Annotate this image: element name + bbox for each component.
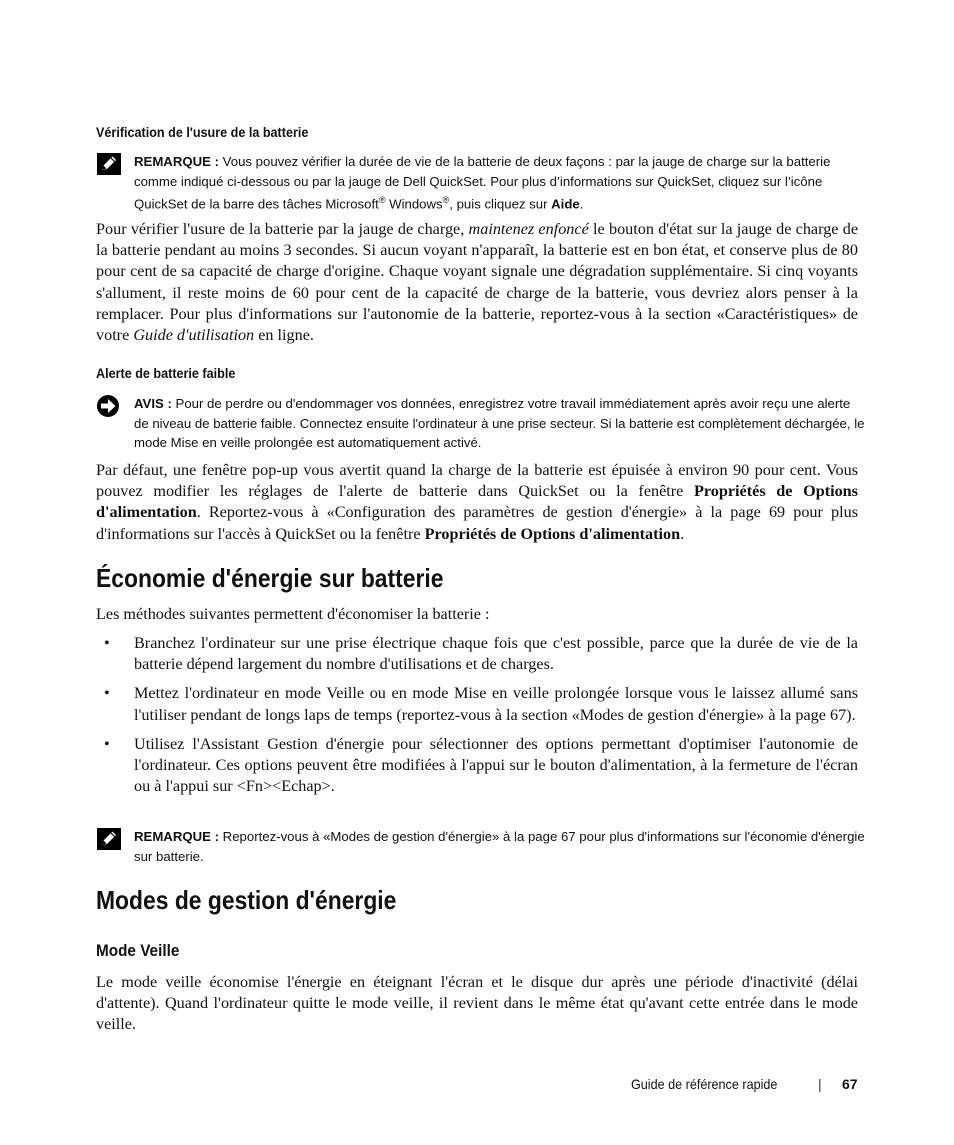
power-options-keyword: Propriétés de Options d'alimentation xyxy=(96,482,858,522)
list-item xyxy=(96,734,858,798)
note-battery-saving xyxy=(96,827,866,866)
note-text: , puis cliquez sur xyxy=(449,196,552,212)
note-pencil-icon xyxy=(96,827,122,851)
para-text: . Reportez-vous à «Configuration des paramètres de gestion d'énergie» à la page 69 pour plus d'informations sur l'accès à QuickSet ou la fenêtre xyxy=(96,503,858,543)
note-text: Windows xyxy=(385,196,443,212)
list-item-text: Branchez l'ordinateur sur une prise électrique chaque fois que c'est possible, parce que la durée de vie de la batterie dépend largement du nombre d'utilisations et de charges. xyxy=(134,634,858,674)
heading-battery-saving: Économie d'énergie sur batterie xyxy=(96,563,444,593)
para-text: . xyxy=(680,524,685,543)
power-options-keyword: Propriétés de Options d'alimentation xyxy=(424,524,681,543)
page-number: 67 xyxy=(842,1076,858,1092)
notice-low-battery xyxy=(96,394,866,453)
note-text: Vous pouvez vérifier la durée de vie de la batterie de deux façons : par la jauge de charge sur la batterie comme indiqué ci-dessous ou par la jauge de Dell QuickSet. Pour plus d’informations sur QuickSet, cliquez sur l’icône QuickSet de la barre des tâches Microsoft xyxy=(134,154,831,212)
note-label: REMARQUE : xyxy=(134,829,219,844)
para-battery-wear xyxy=(96,219,858,346)
footer-title: Guide de référence rapide xyxy=(631,1076,778,1092)
note-text: Reportez-vous à «Modes de gestion d'énergie» à la page 67 pour plus d'informations sur l'économie d'énergie sur batterie. xyxy=(134,829,865,864)
note-battery-wear xyxy=(96,152,866,214)
para-low-battery xyxy=(96,460,858,545)
heading-power-modes: Modes de gestion d'énergie xyxy=(96,885,397,915)
para-text: en ligne. xyxy=(254,326,314,345)
list-item xyxy=(96,633,858,675)
bullet-icon: • xyxy=(104,684,110,703)
note-pencil-icon xyxy=(96,152,122,176)
para-text: Pour vérifier l'usure de la batterie par la jauge de charge, xyxy=(96,220,469,238)
notice-label: AVIS : xyxy=(134,396,172,411)
battery-saving-intro: Les méthodes suivantes permettent d'économiser la batterie : xyxy=(96,605,490,623)
heading-standby-mode: Mode Veille xyxy=(96,941,180,960)
notice-arrow-icon xyxy=(96,394,122,418)
aide-keyword: Aide xyxy=(551,196,580,212)
para-italic: maintenez enfoncé xyxy=(468,220,589,238)
bullet-icon: • xyxy=(104,734,110,753)
para-text: le bouton d'état sur la jauge de charge de la batterie pendant au moins 3 secondes. Si aucun voyant n'apparaît, la batterie est en bon état, et conserve plus de 80 pour cent de sa capacité de charge d'origine. Chaque voyant signale une dégradation supplémentaire. Si cinq voyants s'allument, il reste moins de 60 pour cent de la capacité de charge de la batterie, vous devriez alors penser à la remplacer. Pour plus d'informations sur l'autonomie de la batterie, reportez-vous à la section «Caractéristiques» de votre xyxy=(96,220,859,345)
heading-low-battery: Alerte de batterie faible xyxy=(96,365,236,381)
list-item-text: Utilisez l'Assistant Gestion d'énergie pour sélectionner des options permettant d'optimiser l'autonomie de l'ordinateur. Ces options peuvent être modifiées à l'appui sur le bouton d'alimentation, à la fermeture de l'écran ou à l'appui sur <Fn><Echap>. xyxy=(134,734,858,796)
heading-battery-wear: Vérification de l'usure de la batterie xyxy=(96,124,309,140)
para-text: Par défaut, une fenêtre pop-up vous avertit quand la charge de la batterie est épuisée à environ 90 pour cent. Vous pouvez modifier les réglages de l'alerte de batterie dans QuickSet ou la fenêtre xyxy=(96,461,858,501)
note-label: REMARQUE : xyxy=(134,154,219,169)
registered-mark: ® xyxy=(442,195,450,205)
footer-separator: | xyxy=(818,1076,822,1092)
registered-mark: ® xyxy=(378,195,386,205)
para-standby-mode: Le mode veille économise l'énergie en éteignant l'écran et le disque dur après une période d'inactivité (délai d'attente). Quand l'ordinateur quitte le mode veille, il revient dans le même état qu'avant cette entrée dans le mode veille. xyxy=(96,973,858,1034)
battery-saving-list xyxy=(96,633,858,805)
list-item xyxy=(96,683,858,725)
bullet-icon: • xyxy=(104,634,110,652)
notice-text: Pour de perdre ou d'endommager vos données, enregistrez votre travail immédiatement après avoir reçu une alerte de niveau de batterie faible. Connectez ensuite l'ordinateur à une prise secteur. Si la batterie est complètement déchargée, le mode Mise en veille prolongée est automatiquement activé. xyxy=(134,396,865,450)
note-text: . xyxy=(579,196,584,212)
para-italic: Guide d'utilisation xyxy=(133,326,255,345)
list-item-text: Mettez l'ordinateur en mode Veille ou en mode Mise en veille prolongée lorsque vous le laissez allumé sans l'utiliser pendant de longs laps de temps (reportez-vous à la section «Modes de gestion d'énergie» à la page 67). xyxy=(134,684,858,724)
